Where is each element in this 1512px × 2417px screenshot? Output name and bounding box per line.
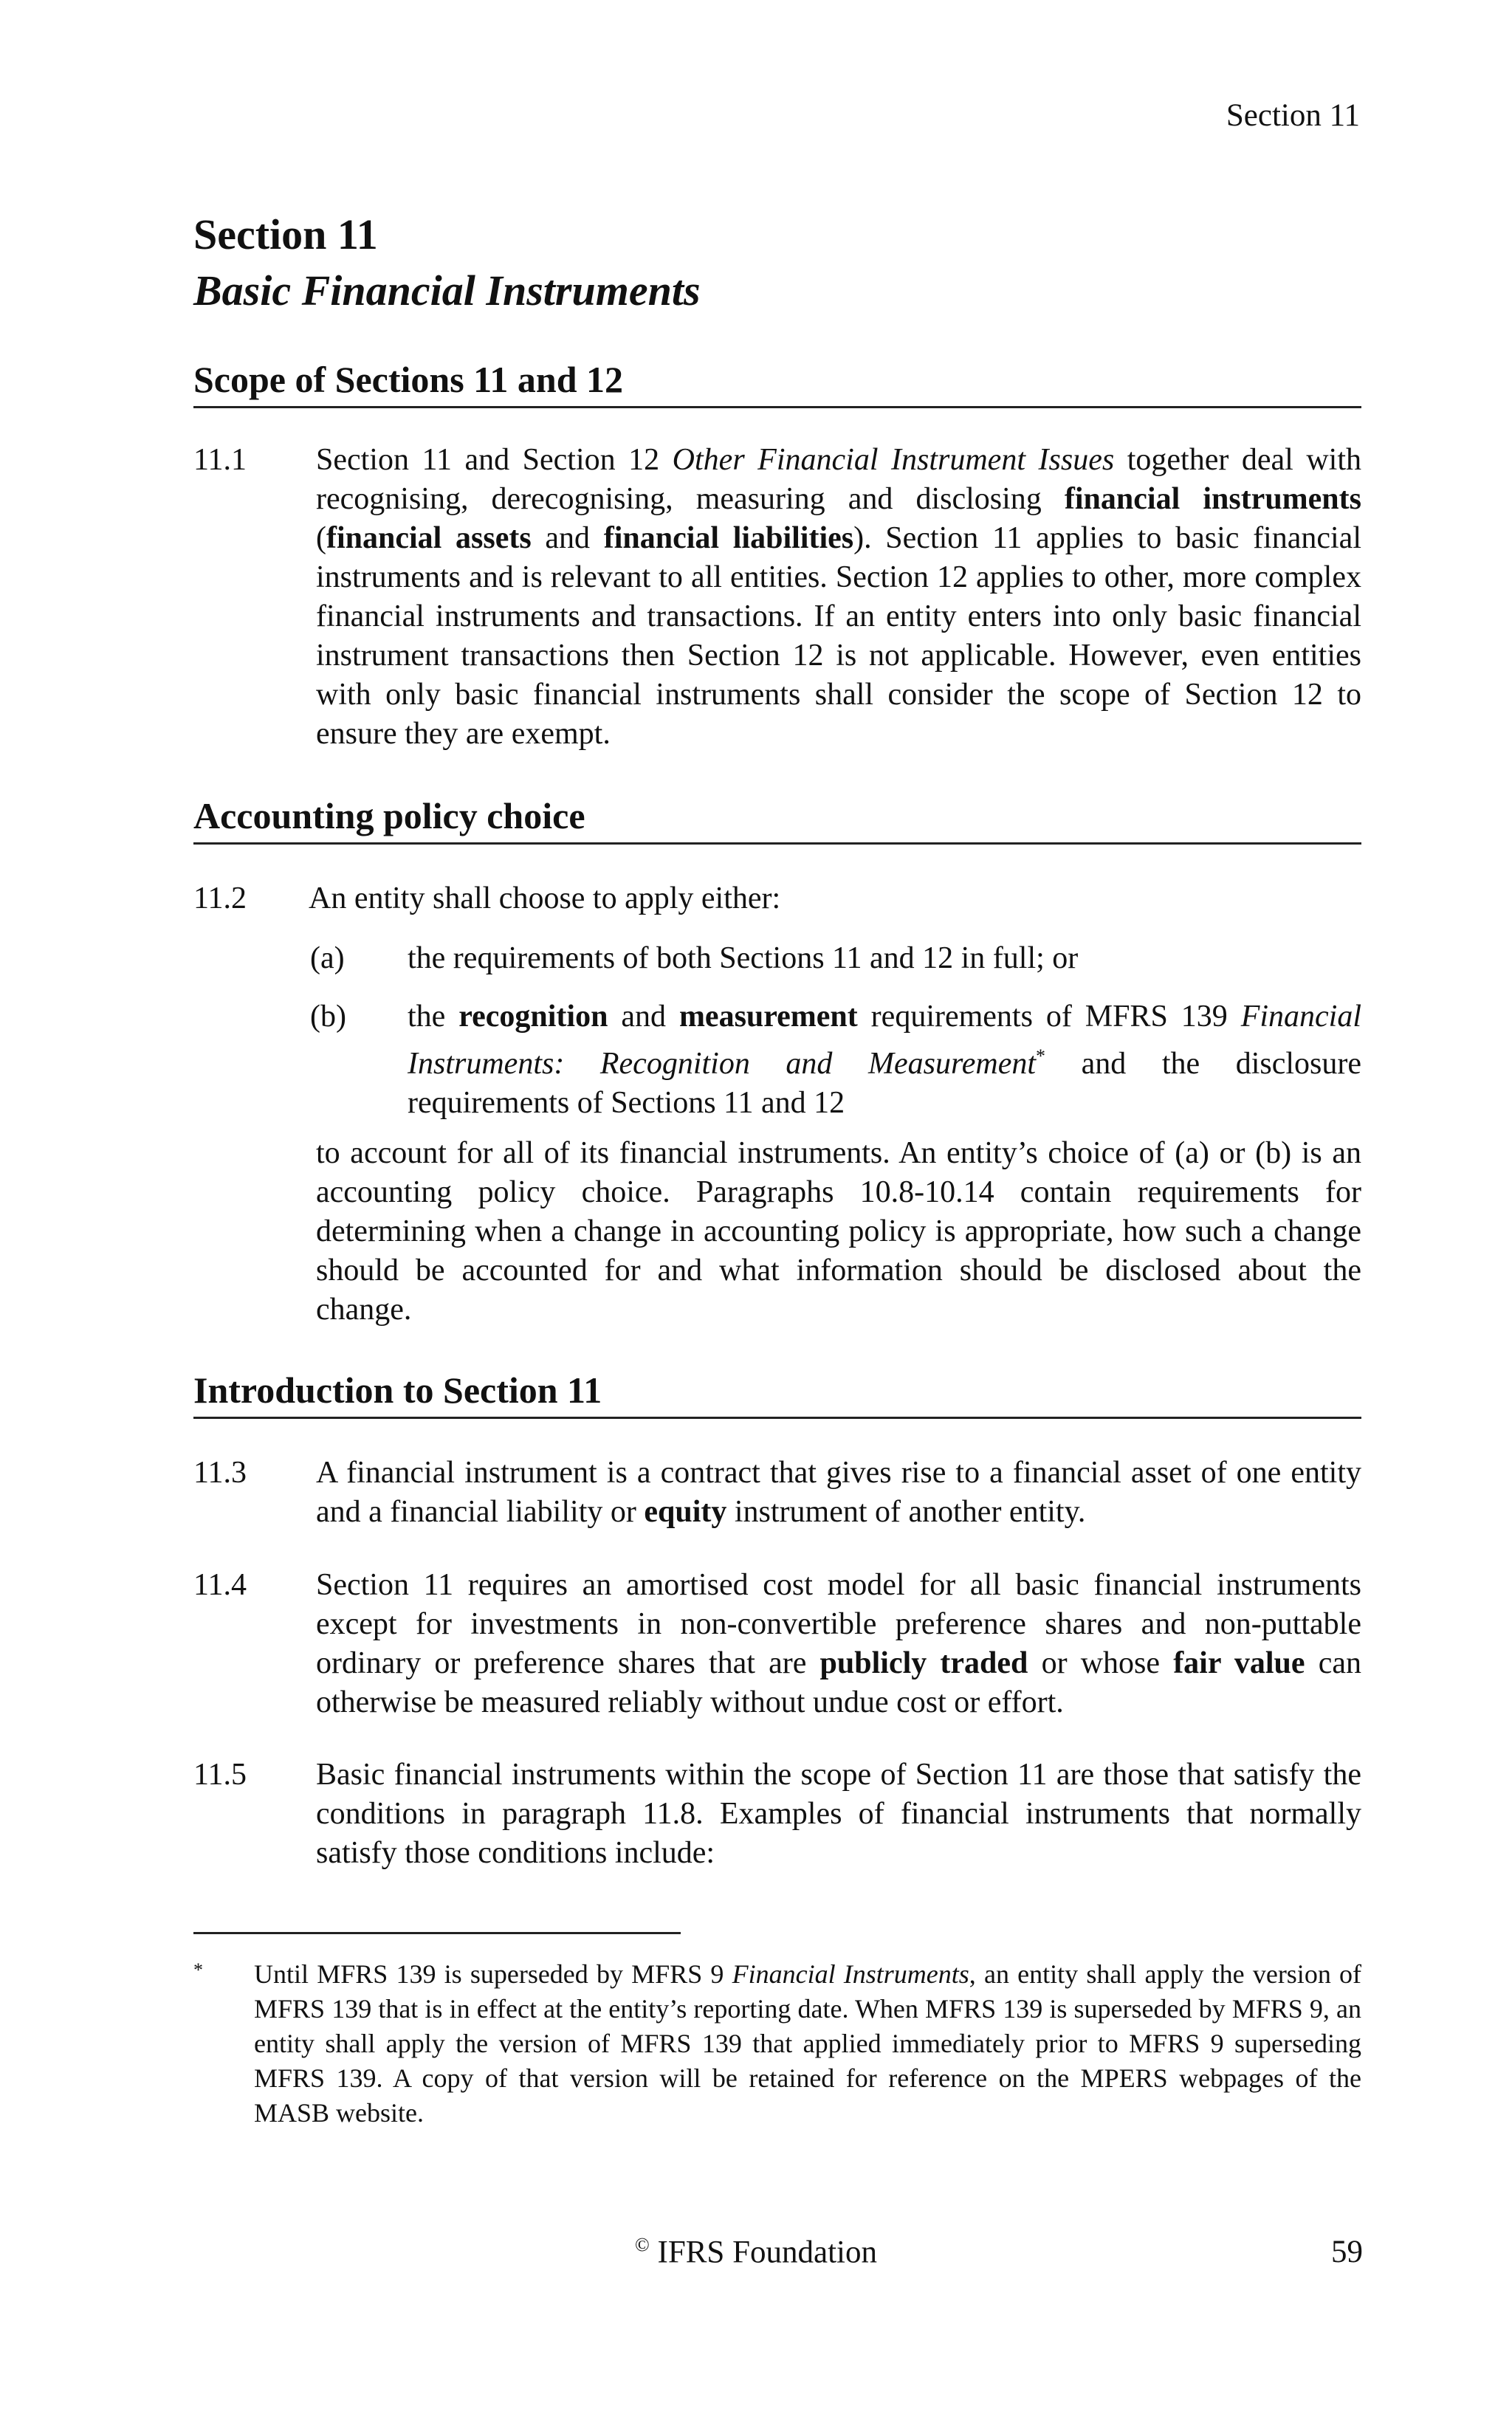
list-item-b [310,997,1361,1123]
paragraph-body: Section 11 and Section 12 Other Financial Instrument Issues together deal with recognising, derecognising, measuring and disclosing financial instruments (financial assets and financial liabilities). Section 11 applies to basic financial instruments and is relevant to all entities. Section 12 applies to other, more complex financial instruments and transactions. If an entity enters into only basic financial instrument transactions then Section 12 is not applicable. However, even entities with only basic financial instruments shall consider the scope of Section 12 to ensure they are exempt. [316,443,1361,751]
paragraph-number: 11.1 [193,443,247,477]
paragraph-11-2-continuation: to account for all of its financial instruments. An entity’s choice of (a) or (b) is an accounting policy choice. Paragraphs 10.8-10.14 contain requirements for determining when a change in accounting policy is appropriate, how such a change should be accounted for and what information should be disclosed about the change. [316,1136,1361,1327]
paragraph-11-3 [193,1454,1361,1532]
list-label: (a) [310,941,345,975]
section-title: Section 11 [193,210,378,258]
copyright-symbol: © [635,2234,650,2255]
list-label: (b) [310,1000,346,1034]
paragraph-11-5 [193,1756,1361,1873]
paragraph-number: 11.5 [193,1758,247,1792]
paragraph-body: Section 11 requires an amortised cost model for all basic financial instruments except for investments in non-convertible preference shares and non-puttable ordinary or preference shares that are publicly traded or whose fair value can otherwise be measured reliably without undue cost or effort. [316,1568,1361,1719]
paragraph-body: A financial instrument is a contract that gives rise to a financial asset of one entity and a financial liability or equity instrument of another entity. [316,1456,1361,1529]
paragraph-11-4 [193,1566,1361,1722]
heading-accounting-policy: Accounting policy choice [193,794,1361,845]
footnote-divider [193,1932,681,1934]
list-item-text: the recognition and measurement requirements of MFRS 139 Financial Instruments: Recognition and Measurement* and the disclosure requirements of Sections 11 and 12 [408,1000,1361,1120]
footer-foundation: IFRS Foundation [657,2235,877,2270]
heading-introduction: Introduction to Section 11 [193,1368,1361,1419]
paragraph-11-1 [193,441,1361,754]
paragraph-number: 11.2 [193,881,247,915]
list-item-text: the requirements of both Sections 11 and 12 in full; or [408,941,1079,975]
running-head: Section 11 [1226,98,1360,133]
footnote-marker: * [193,1959,203,1981]
heading-scope: Scope of Sections 11 and 12 [193,357,1361,408]
paragraph-body: Basic financial instruments within the scope of Section 11 are those that satisfy the conditions in paragraph 11.8. Examples of financial instruments that normally satisfy those conditions include: [316,1758,1361,1870]
section-subtitle: Basic Financial Instruments [193,267,701,314]
paragraph-number: 11.3 [193,1456,247,1490]
paragraph-11-2 [193,879,1361,918]
list-item-a [310,939,1361,978]
footnote [193,1957,1361,2131]
paragraph-lead: An entity shall choose to apply either: [309,881,781,915]
footnote-reference: * [1036,1045,1046,1067]
paragraph-number: 11.4 [193,1568,247,1602]
page-number: 59 [1331,2235,1363,2269]
footer-copyright [0,2234,1512,2270]
footnote-text: Until MFRS 139 is superseded by MFRS 9 Financial Instruments, an entity shall apply the version of MFRS 139 that is in effect at the entity’s reporting date. When MFRS 139 is superseded by MFRS 9, an entity shall apply the version of MFRS 139 that applied immediately prior to MFRS 9 superseding MFRS 139. A copy of that version will be retained for reference on the MPERS webpages of the MASB website. [254,1959,1361,2128]
